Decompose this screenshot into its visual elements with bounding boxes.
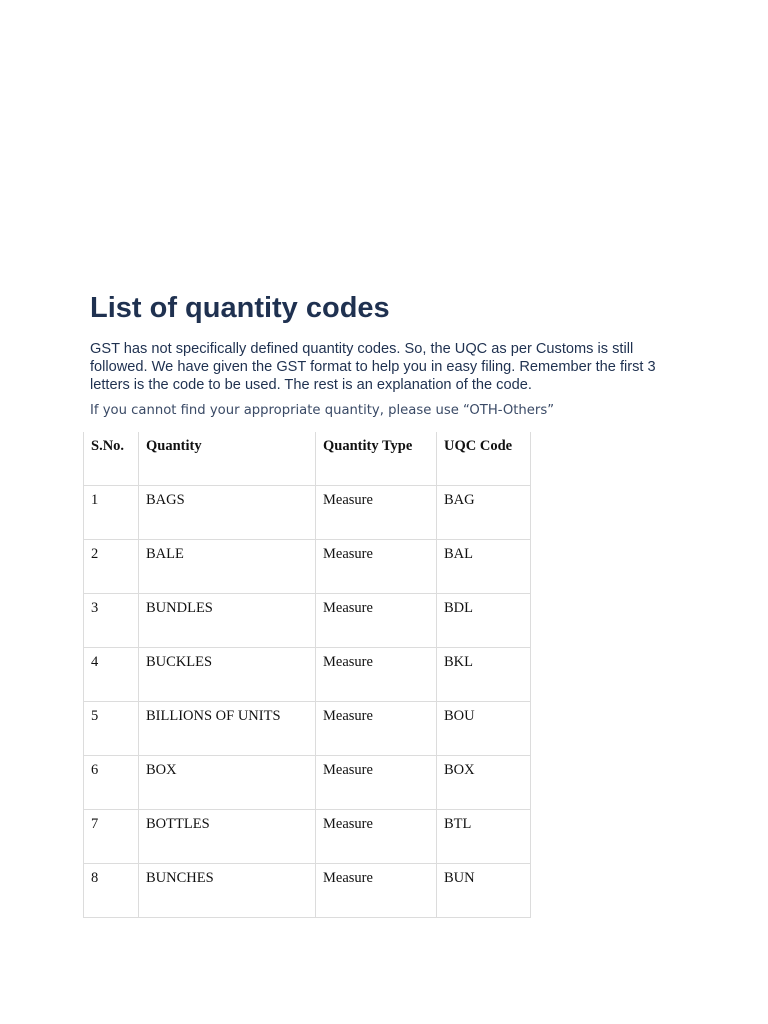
cell-uqc-code: BKL: [437, 647, 531, 701]
cell-uqc-code: BUN: [437, 863, 531, 917]
cell-quantity: BALE: [139, 539, 316, 593]
table-row: [84, 539, 531, 593]
table-row: [84, 593, 531, 647]
header-quantity-type: Quantity Type: [316, 432, 437, 485]
cell-quantity-type: Measure: [316, 485, 437, 539]
cell-quantity: BOTTLES: [139, 809, 316, 863]
cell-sno: 3: [84, 593, 139, 647]
cell-quantity: BUNDLES: [139, 593, 316, 647]
cell-quantity-type: Measure: [316, 863, 437, 917]
cell-quantity-type: Measure: [316, 593, 437, 647]
header-sno: S.No.: [84, 432, 139, 485]
cell-quantity-type: Measure: [316, 701, 437, 755]
cell-quantity-type: Measure: [316, 755, 437, 809]
cell-uqc-code: BAG: [437, 485, 531, 539]
page-title: List of quantity codes: [90, 292, 390, 324]
cell-uqc-code: BOX: [437, 755, 531, 809]
cell-uqc-code: BAL: [437, 539, 531, 593]
table-row: [84, 809, 531, 863]
table-header-row: [84, 432, 531, 485]
cell-sno: 7: [84, 809, 139, 863]
cell-quantity-type: Measure: [316, 809, 437, 863]
table-row: [84, 755, 531, 809]
cell-quantity: BAGS: [139, 485, 316, 539]
cell-uqc-code: BOU: [437, 701, 531, 755]
cell-uqc-code: BTL: [437, 809, 531, 863]
cell-quantity: BUCKLES: [139, 647, 316, 701]
cell-quantity: BUNCHES: [139, 863, 316, 917]
table-row: [84, 485, 531, 539]
cell-quantity-type: Measure: [316, 647, 437, 701]
cell-sno: 6: [84, 755, 139, 809]
cell-sno: 4: [84, 647, 139, 701]
table-row: [84, 701, 531, 755]
cell-quantity-type: Measure: [316, 539, 437, 593]
cell-uqc-code: BDL: [437, 593, 531, 647]
table-row: [84, 647, 531, 701]
cell-sno: 8: [84, 863, 139, 917]
cell-quantity: BILLIONS OF UNITS: [139, 701, 316, 755]
header-quantity: Quantity: [139, 432, 316, 485]
cell-quantity: BOX: [139, 755, 316, 809]
header-uqc-code: UQC Code: [437, 432, 531, 485]
cell-sno: 5: [84, 701, 139, 755]
cell-sno: 1: [84, 485, 139, 539]
cell-sno: 2: [84, 539, 139, 593]
intro-paragraph: GST has not specifically defined quantity codes. So, the UQC as per Customs is still followed. We have given the GST format to help you in easy filing. Remember the first 3 letters is the code to be used. The rest is an explanation of the code.: [90, 341, 656, 393]
quantity-codes-table: [83, 432, 531, 918]
table-row: [84, 863, 531, 917]
note-text: If you cannot find your appropriate quantity, please use “OTH-Others”: [90, 403, 555, 418]
